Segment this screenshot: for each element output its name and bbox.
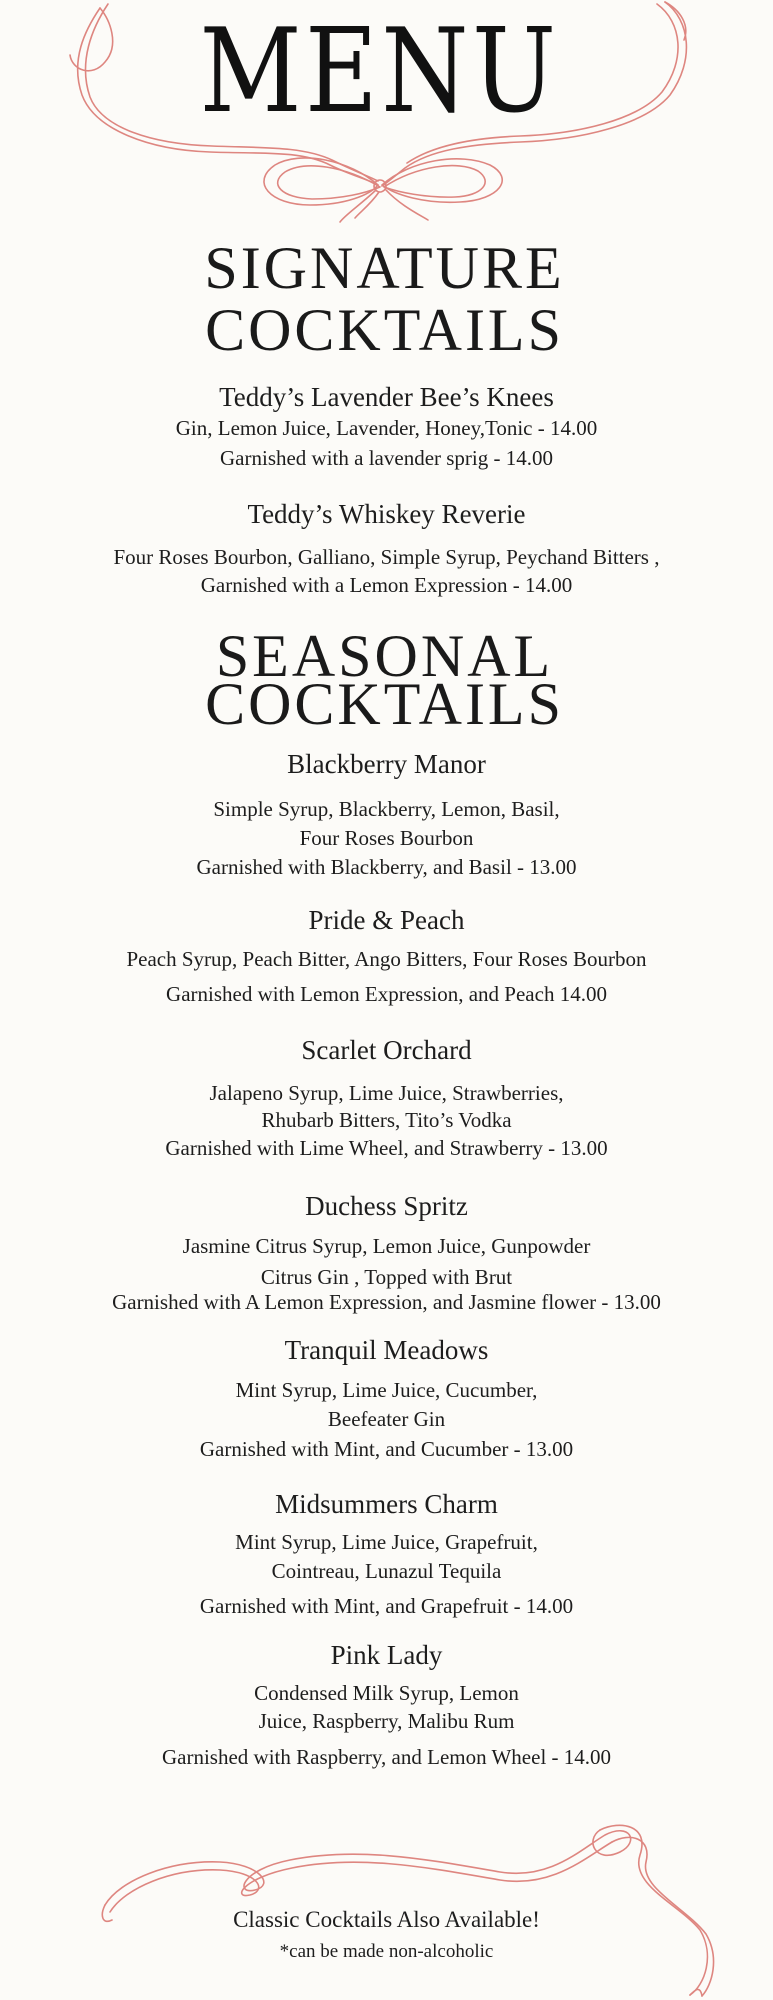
item-garnish: Garnished with A Lemon Expression, and Jasmine flower - 13.00 xyxy=(112,1290,661,1314)
item-garnish: Garnished with a Lemon Expression - 14.00 xyxy=(200,573,573,597)
item-name: Midsummers Charm xyxy=(275,1489,498,1519)
item-description: Four Roses Bourbon, Galliano, Simple Syrup, Peychand Bitters , xyxy=(113,545,660,569)
item-name: Scarlet Orchard xyxy=(301,1035,472,1065)
item-garnish: Garnished with Mint, and Grapefruit - 14.00 xyxy=(199,1594,574,1618)
item-description: Juice, Raspberry, Malibu Rum xyxy=(258,1709,515,1733)
item-name: Teddy’s Whiskey Reverie xyxy=(247,499,526,529)
item-garnish: Garnished with Raspberry, and Lemon Wheel - 14.00 xyxy=(161,1745,612,1769)
item-name: Pride & Peach xyxy=(308,905,465,935)
classic-cocktails-note: Classic Cocktails Also Available! xyxy=(233,1907,540,1932)
item-name: Duchess Spritz xyxy=(305,1191,468,1221)
item-name: Teddy’s Lavender Bee’s Knees xyxy=(219,382,554,412)
seasonal-title-line-1: SEASONAL xyxy=(215,623,554,689)
item-name: Pink Lady xyxy=(330,1640,443,1670)
seasonal-title-line-2: COCKTAILS xyxy=(205,671,564,737)
item-description: Jalapeno Syrup, Lime Juice, Strawberries, xyxy=(209,1081,564,1105)
signature-title-line-1: SIGNATURE xyxy=(204,235,565,301)
item-description: Condensed Milk Syrup, Lemon xyxy=(254,1681,519,1705)
non-alcoholic-note: *can be made non-alcoholic xyxy=(279,1941,494,1962)
item-description: Beefeater Gin xyxy=(327,1407,446,1431)
item-garnish: Garnished with Blackberry, and Basil - 13.00 xyxy=(196,855,577,879)
item-garnish: Garnished with Lemon Expression, and Peach 14.00 xyxy=(166,982,607,1006)
item-name: Tranquil Meadows xyxy=(284,1335,489,1365)
item-description: Jasmine Citrus Syrup, Lemon Juice, Gunpowder xyxy=(182,1234,591,1258)
menu-title: MENU xyxy=(199,4,560,139)
item-garnish: Garnished with a lavender sprig - 14.00 xyxy=(220,446,553,470)
item-description: Mint Syrup, Lime Juice, Grapefruit, xyxy=(235,1530,538,1554)
item-description: Cointreau, Lunazul Tequila xyxy=(271,1559,502,1583)
item-description: Mint Syrup, Lime Juice, Cucumber, xyxy=(235,1378,538,1402)
signature-title-line-2: COCKTAILS xyxy=(205,297,564,363)
item-description: Four Roses Bourbon xyxy=(299,826,474,850)
item-description: Peach Syrup, Peach Bitter, Ango Bitters, Four Roses Bourbon xyxy=(126,947,647,971)
item-description: Simple Syrup, Blackberry, Lemon, Basil, xyxy=(213,797,560,821)
item-name: Blackberry Manor xyxy=(287,749,486,779)
item-garnish: Garnished with Mint, and Cucumber - 13.00 xyxy=(199,1437,574,1461)
item-description: Rhubarb Bitters, Tito’s Vodka xyxy=(261,1108,512,1132)
item-description: Citrus Gin , Topped with Brut xyxy=(260,1265,513,1289)
item-description: Gin, Lemon Juice, Lavender, Honey,Tonic - 14.00 xyxy=(175,416,598,440)
item-garnish: Garnished with Lime Wheel, and Strawberry - 13.00 xyxy=(165,1136,608,1160)
